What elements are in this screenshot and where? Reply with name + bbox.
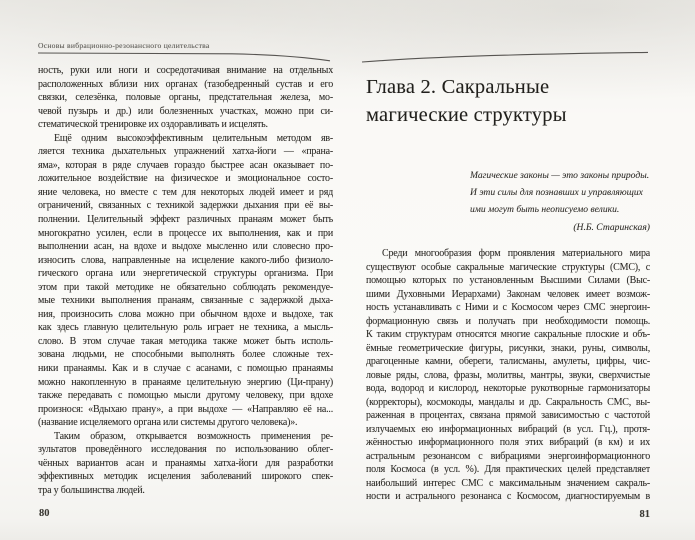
text-line: ёмные геометрические фигуры, рисунки, знаки, руны, символы, xyxy=(366,342,650,354)
text-line: Ещё одним высокоэффективным целительным методом яв- xyxy=(54,132,333,144)
text-line: жённостью информационного поля этих вибраций (в км) и их xyxy=(366,437,650,448)
text-line: ность, руки или ноги и сосредотачивая внимание на отдельных xyxy=(38,65,333,76)
right-page-body-text xyxy=(366,247,650,504)
chapter-title xyxy=(366,74,650,129)
text-line: можно накопленную в пранаяме целительную энергию (Ци-прану) xyxy=(38,376,333,388)
text-line: также передавать с помощью мысли другому человеку, при вдохе xyxy=(38,390,333,402)
text-line: наибольший интерес СМС с максимальным значением сакраль- xyxy=(366,477,650,489)
text-line: ность устанавливать с Ними и с Космосом через СМС энергоин- xyxy=(366,302,650,313)
text-line: чённых вариантов асан и пранаямы хатха-йоги для разработки xyxy=(38,457,333,469)
epigraph xyxy=(470,167,650,236)
text-line: тра у большинства людей. xyxy=(38,484,145,496)
left-header-rule xyxy=(38,53,330,61)
text-line: Магические законы — это законы природы. xyxy=(470,170,650,181)
text-line: яние человека, но вместе с тем для некоторых людей имеет и ряд xyxy=(38,186,333,198)
text-line: связки, селезёнка, половые органы, предстательная железа, мо- xyxy=(38,92,333,104)
text-line: зультатов проведённого исследования по использованию облег- xyxy=(38,444,333,456)
text-line: существуют особые сакральные магические структуры (СМС), с xyxy=(366,261,650,273)
text-line: этом при такой методике не обязательно соблюдать рекомендуе- xyxy=(38,281,333,293)
text-line: Среди многообразия форм проявления материального мира xyxy=(382,248,650,259)
running-head: Основы вибрационно-резонансного целительства xyxy=(38,41,210,50)
text-line: стематической тренировке их оздоравливать и исцелять. xyxy=(38,119,268,131)
text-line: шими Духовными Иерархами) Законам человек имеет возмож- xyxy=(366,288,650,300)
text-line: яма», которая в ряде случаев гораздо быстрее асан оказывает по- xyxy=(38,159,333,171)
text-line: полнении. Целительный эффект различных пранаям может быть xyxy=(38,214,333,226)
chapter-title-line-1: Глава 2. Сакральные xyxy=(366,76,550,98)
epigraph-attribution: (Н.Б. Старинская) xyxy=(573,221,650,233)
left-page-body-text xyxy=(38,64,333,498)
text-line: (название исцеляемого органа или системы другого человека)». xyxy=(38,417,298,429)
text-line: поля Космоса (в усл. %). Для практических целей представляет xyxy=(366,464,650,475)
text-line: расположенных вблизи них органах (тазобедренный сустав и его xyxy=(38,78,333,90)
text-line: излучаемых ею информационных вибраций (в усл. Гц.), протя- xyxy=(366,423,650,435)
text-line: ловые ряды, слова, фразы, молитвы, мантры, звуки, сверхчистые xyxy=(366,369,650,381)
text-line: выполнении асан, на вдохе и выдохе мысленно или словесно про- xyxy=(38,241,333,253)
chapter-title-line-2: магические структуры xyxy=(366,103,567,126)
text-line: ложительное воздействие на физическое и эмоциональное состо- xyxy=(38,173,333,185)
header-rules xyxy=(0,0,695,70)
text-line: чевой пузырь и др.) или болезненных участках, можно при си- xyxy=(38,105,333,117)
text-line: ограничений, связанных с техникой задержки дыхания при её вы- xyxy=(38,200,333,212)
text-line: ники пранаямы. Как и в случае с асанами, с помощью пранаямы xyxy=(38,363,333,375)
text-line: как здесь главную целительную роль играет не техника, а мысль- xyxy=(38,322,333,334)
text-line: многократно усилен, если в процессе их выполнения, как и при xyxy=(38,227,333,239)
text-line: формационную связь и получать при необходимости помощь. xyxy=(366,315,650,327)
text-line: гического органа или энергетической структуры организма. При xyxy=(38,268,333,280)
text-line: ния, произносить слова можно при обычном вдохе и выдохе, так xyxy=(38,308,333,320)
text-line: драгоценные камни, обереги, талисманы, амулеты, цифры, чис- xyxy=(366,356,650,367)
text-line: ности и астрального резонанса с Космосом, диагностируемым в xyxy=(366,491,650,502)
right-header-rule xyxy=(362,52,648,62)
text-line: Таким образом, открывается возможность применения ре- xyxy=(54,430,333,442)
text-line: эффективных методик исцеления заболеваний широкого спек- xyxy=(38,471,333,483)
text-line: К таким структурам относятся многие сакральные плоские и объ- xyxy=(366,329,650,340)
page-number-left: 80 xyxy=(39,508,50,519)
text-line: произнося: «Вдыхаю прану», а при выдохе — «Направляю её на... xyxy=(38,403,333,415)
text-line: износить слова, направленные на исцеление какого-либо физиоло- xyxy=(38,254,333,266)
text-line: И эти силы для познавших и управляющих xyxy=(470,187,643,199)
text-line: ими могут быть неописуемо велики. xyxy=(470,204,620,216)
page-number-right: 81 xyxy=(639,509,650,520)
text-line: слово. В этом случае такая методика также может быть исполь- xyxy=(38,335,333,347)
text-line: помощью которых по установленным Высшими Силами (Выс- xyxy=(366,275,650,286)
text-line: раженная в процентах, связана прямой зависимостью с частотой xyxy=(366,410,650,421)
text-line: вода, водород и кислород, некоторые рукотворные гармонизаторы xyxy=(366,383,650,394)
epigraph-lines xyxy=(470,167,650,219)
text-line: мые техники выполнения пранаям, связанные с задержкой дыха- xyxy=(38,295,333,307)
text-line: (корректоры), космокоды, мандалы и др. Сакральность СМС, вы- xyxy=(366,396,650,408)
text-line: астральным резонансом с вибрациями энергоинформационного xyxy=(366,450,650,462)
text-line: ляется техника дыхательных упражнений хатха-йоги — «прана- xyxy=(38,146,333,158)
text-line: зована людьми, не способными выполнять более сложные тех- xyxy=(38,349,333,361)
